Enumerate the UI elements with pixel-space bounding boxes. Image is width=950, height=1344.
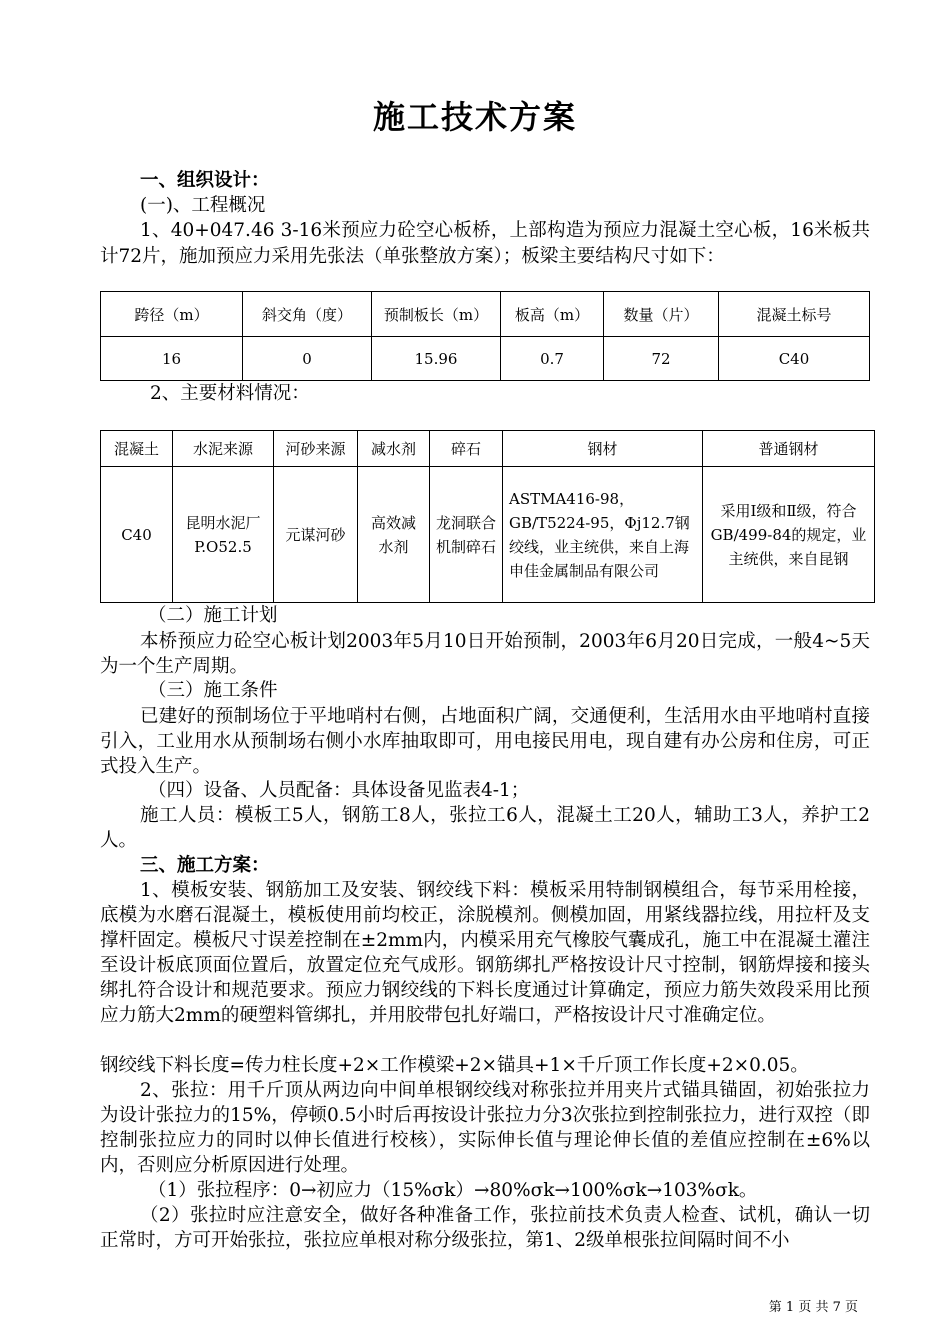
staffing-paragraph: 施工人员：模板工5人，钢筋工8人，张拉工6人，混凝土工20人，辅助工3人，养护工2人。 [100,805,870,851]
table-header-cell: 河砂来源 [274,431,358,467]
table-header-cell: 数量（片） [604,292,719,337]
table-header-cell: 混凝土标号 [719,292,870,337]
plan-paragraph: 本桥预应力砼空心板计划2003年5月10日开始预制，2003年6月20日完成，一般4~5天为一个生产周期。 [100,631,870,677]
tensioning-paragraph: 2、张拉：用千斤顶从两边向中间单根钢绞线对称张拉并用夹片式锚具锚固，初始张拉力为设计张拉力的15%，停顿0.5小时后再按设计张拉力分3次张拉到控制张拉力，进行双控（即控制张拉应力的同时以伸长值进行校核），实际伸长值与理论伸长值的差值应控制在±6%以内，否则应分析原因进行处理。 [100,1080,870,1176]
table-header-row [101,431,875,467]
table-header-cell: 斜交角（度） [243,292,372,337]
table-header-row [101,292,870,337]
formwork-paragraph: 1、模板安装、钢筋加工及安装、钢绞线下料：模板采用特制钢模组合，每节采用栓接，底模为水磨石混凝土，模板使用前均校正，涂脱模剂。侧模加固，用紧线器拉线，用拉杆及支撑杆固定。模板尺寸误差控制在±2mm内，内模采用充气橡胶气囊成孔，施工中在混凝土灌注至设计板底顶面位置后，放置定位充气成形。钢筋绑扎严格按设计尺寸控制，钢筋焊接和接头绑扎符合设计和规范要求。预应力钢绞线的下料长度通过计算确定，预应力筋失效段采用比预应力筋大2mm的硬塑料管绑扎，并用胶带包扎好端口，严格按设计尺寸准确定位。 [100,880,870,1026]
cut-length-formula: 钢绞线下料长度=传力柱长度+2×工作模梁+2×锚具+1×千斤顶工作长度+2×0.05。 [100,1055,809,1076]
table-cell: 采用Ⅰ级和Ⅱ级，符合GB/499-84的规定，业主统供，来自昆钢 [703,467,875,603]
materials-table [100,430,875,603]
table-header-cell: 普通钢材 [703,431,875,467]
document-title: 施工技术方案 [372,98,577,136]
section3-heading: 三、施工方案： [140,855,270,876]
table-cell: 16 [101,337,243,381]
tensioning-safety-paragraph: （2）张拉时应注意安全，做好各种准备工作，张拉前技术负责人检查、试机，确认一切正常时，方可开始张拉，张拉应单根对称分级张拉，第1、2级单根张拉间隔时间不小 [100,1205,870,1251]
plan-heading: （二）施工计划 [148,605,278,626]
table-cell: C40 [719,337,870,381]
table-cell: 昆明水泥厂P.O52.5 [173,467,274,603]
table-row [101,467,875,603]
section1-heading: 一、组织设计： [140,170,270,191]
table-row [101,337,870,381]
table-header-cell: 预制板长（m） [372,292,501,337]
table-cell: 0.7 [501,337,604,381]
table-cell: 0 [243,337,372,381]
table-header-cell: 碎石 [430,431,503,467]
table-header-cell: 板高（m） [501,292,604,337]
overview-paragraph: 1、40+047.46 3-16米预应力砼空心板桥，上部构造为预应力混凝土空心板，16米板共计72片，施加预应力采用先张法（单张整放方案）；板梁主要结构尺寸如下： [100,220,870,267]
table-header-cell: 水泥来源 [173,431,274,467]
table-cell: 72 [604,337,719,381]
overview-subheading: (一)、工程概况 [140,195,266,216]
table-cell: 高效减水剂 [358,467,430,603]
table-header-cell: 减水剂 [358,431,430,467]
table-cell: C40 [101,467,173,603]
table-cell: 龙洞联合机制碎石 [430,467,503,603]
table-cell: ASTMA416-98，GB/T5224-95，Φj12.7钢绞线，业主统供，来自上海申佳金属制品有限公司 [503,467,703,603]
conditions-paragraph: 已建好的预制场位于平地哨村右侧，占地面积广阔，交通便利，生活用水由平地哨村直接引入，工业用水从预制场右侧小水库抽取即可，用电接民用电，现自建有办公房和住房，可正式投入生产。 [100,706,870,777]
page-number: 第 1 页 共 7 页 [768,1300,858,1315]
dimensions-table [100,291,870,381]
conditions-heading: （三）施工条件 [148,680,278,701]
equipment-heading: （四）设备、人员配备：具体设备见监表4-1； [148,780,530,801]
table-cell: 元谋河砂 [274,467,358,603]
table-header-cell: 混凝土 [101,431,173,467]
table-header-cell: 跨径（m） [101,292,243,337]
table-header-cell: 钢材 [503,431,703,467]
tensioning-procedure: （1）张拉程序：0→初应力（15%σk）→80%σk→100%σk→103%σk。 [148,1180,758,1201]
materials-heading: 2、主要材料情况： [150,383,310,404]
table-cell: 15.96 [372,337,501,381]
